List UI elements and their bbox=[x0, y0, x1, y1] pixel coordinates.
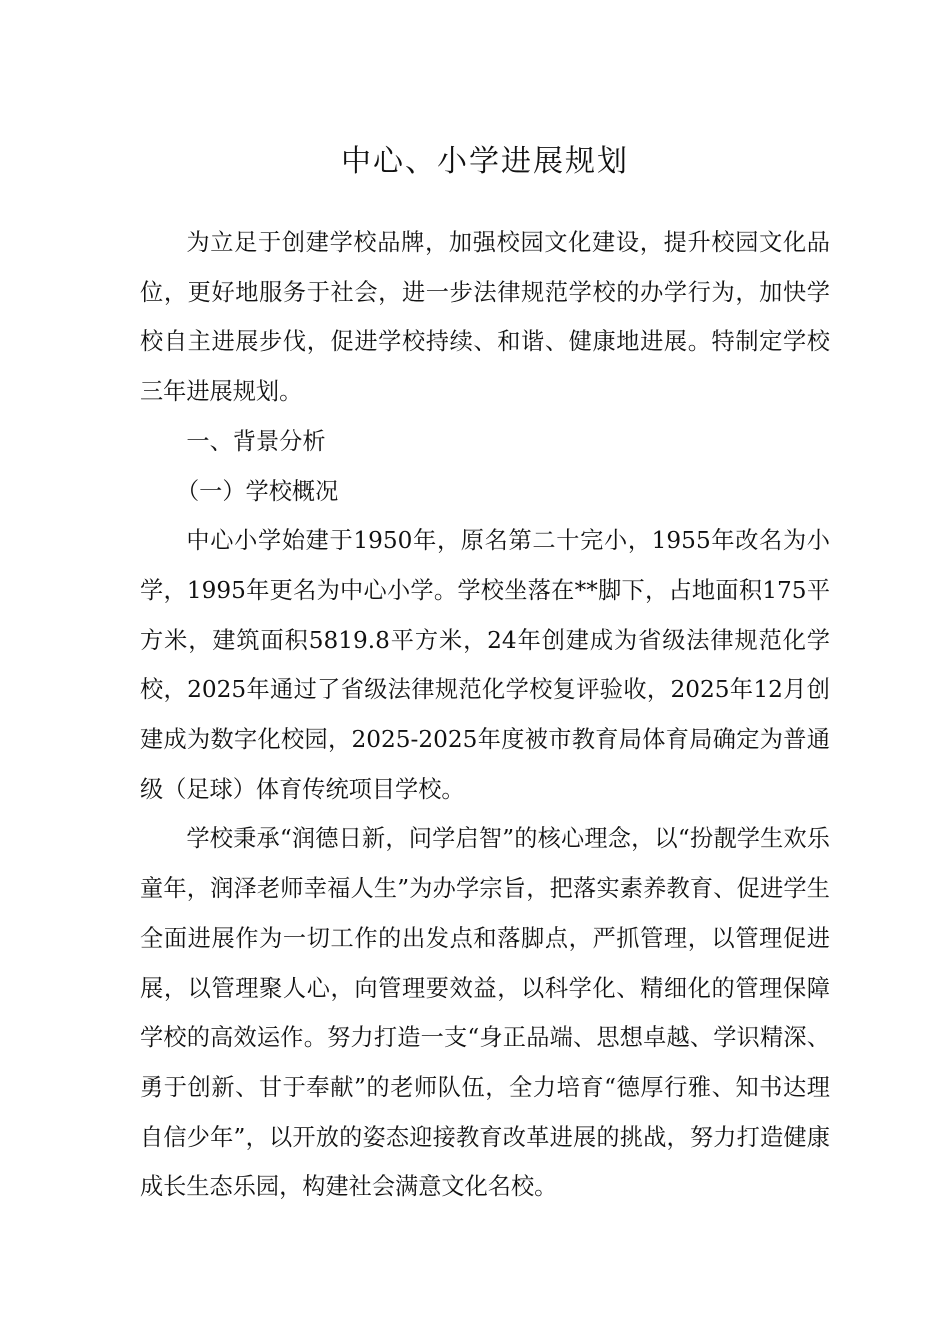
subsection-heading-overview: （一）学校概况 bbox=[175, 477, 339, 505]
intro-paragraph: 为立足于创建学校品牌，加强校园文化建设，提升校园文化品位，更好地服务于社会，进一步法律规范学校的办学行为，加快学校自主进展步伐，促进学校持续、和谐、健康地进展。特制定学校三年进展规划。 bbox=[140, 229, 830, 406]
section-heading-background: 一、背景分析 bbox=[186, 427, 326, 455]
document-title: 中心、小学进展规划 bbox=[341, 144, 629, 179]
school-history-paragraph: 中心小学始建于1950年，原名第二十完小，1955年改名为小学，1995年更名为中心小学。学校坐落在**脚下，占地面积175平方米，建筑面积5819.8平方米，24年创建成为省级法律规范化学校，2025年通过了省级法律规范化学校复评验收，2025年12月创建成为数字化校园，2025-2025年度被市教育局体育局确定为普通级（足球）体育传统项目学校。 bbox=[140, 527, 830, 803]
school-philosophy-paragraph: 学校秉承“润德日新，问学启智”的核心理念，以“扮靓学生欢乐童年，润泽老师幸福人生”为办学宗旨，把落实素养教育、促进学生全面进展作为一切工作的出发点和落脚点，严抓管理，以管理促进展，以管理聚人心，向管理要效益，以科学化、精细化的管理保障学校的高效运作。努力打造一支“身正品端、思想卓越、学识精深、勇于创新、甘于奉献”的老师队伍，全力培育“德厚行雅、知书达理自信少年”，以开放的姿态迎接教育改革进展的挑战，努力打造健康成长生态乐园，构建社会满意文化名校。 bbox=[140, 825, 830, 1201]
document-body bbox=[140, 218, 830, 1212]
